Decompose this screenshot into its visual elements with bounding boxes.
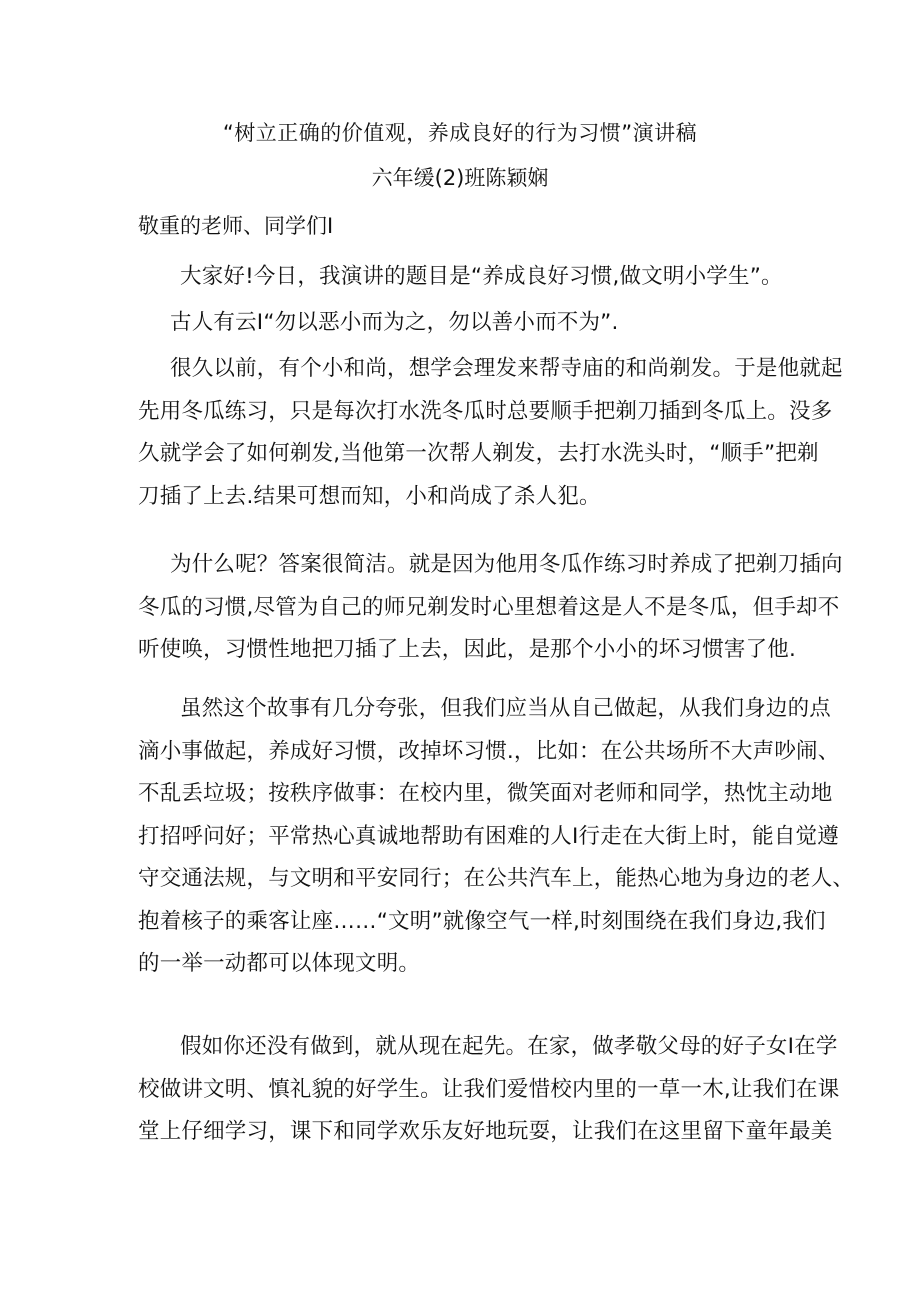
paragraph-line: 很久以前，有个小和尚，想学会理发来帮寺庙的和尚剃发。于是他就起 [170,356,843,381]
paragraph-line: 听使唤，习惯性地把刀插了上去，因此，是那个小小的坏习惯害了他. [138,637,797,662]
paragraph-action [138,1026,840,1154]
paragraph-line: 为什么呢？答案很简洁。就是因为他用冬瓜作练习时养成了把剃刀插向 [170,552,843,577]
paragraph-greeting [138,256,798,299]
paragraph-line: 假如你还没有做到，就从现在起先。在家，做孝敬父母的好子女I在学 [180,1034,838,1059]
paragraph-quote [138,302,798,345]
paragraph-line: 刀插了上去.结果可想而知，小和尚成了杀人犯。 [138,483,601,509]
paragraph-line: 堂上仔细学习，课下和同学欢乐友好地玩耍，让我们在这里留下童年最美 [138,1119,833,1144]
salutation: 敬重的老师、同学们I [138,214,334,238]
paragraph-line: 抱着核子的乘客让座……“文明”就像空气一样,时刻围绕在我们身边,我们 [138,908,826,934]
paragraph-line: 冬瓜的习惯,尽管为自己的师兄剃发时心里想着这是人不是冬瓜，但手却不 [138,594,840,620]
paragraph-line: 久就学会了如何剃发,当他第一次帮人剃发，去打水洗头时，“顺手”把剃 [138,441,819,466]
paragraph-line: 滴小事做起，养成好习惯，改掉坏习惯.，比如：在公共场所不大声吵闹、 [138,738,840,764]
paragraph-why [138,544,843,672]
paragraph-line: 不乱丢垃圾；按秩序做事：在校内里，微笑面对老师和同学，热忱主动地 [138,781,833,806]
paragraph-line: 先用冬瓜练习，只是每次打水洗冬瓜时总要顺手把剃刀插到冬瓜上。没多 [138,398,833,424]
paragraph-line: 打招呼问好；平常热心真诚地帮助有困难的人I行走在大街上时，能自觉遵 [138,823,839,849]
document-title: “树立正确的价值观，养成良好的行为习惯”演讲稿 [222,121,698,145]
paragraph-habits [138,688,855,986]
paragraph-line: 守交通法规，与文明和平安同行；在公共汽车上，能热心地为身边的老人、 [138,866,855,891]
document-author: 六年缓(2)班陈颖娴 [371,166,549,190]
paragraph-line: 校做讲文明、慎礼貌的好学生。让我们爱惜校内里的一草一木,让我们在课 [138,1076,840,1102]
paragraph-story [138,348,843,518]
paragraph-line: 的一举一动都可以体现文明。 [138,951,421,976]
paragraph-line: 虽然这个故事有几分夸张，但我们应当从自己做起，从我们身边的点 [180,696,832,721]
paragraph-line: 大家好!今日，我演讲的题目是“养成良好习惯,做文明小学生”。 [180,264,783,289]
paragraph-line: 古人有云I“勿以恶小而为之，勿以善小而不为”. [170,310,619,335]
